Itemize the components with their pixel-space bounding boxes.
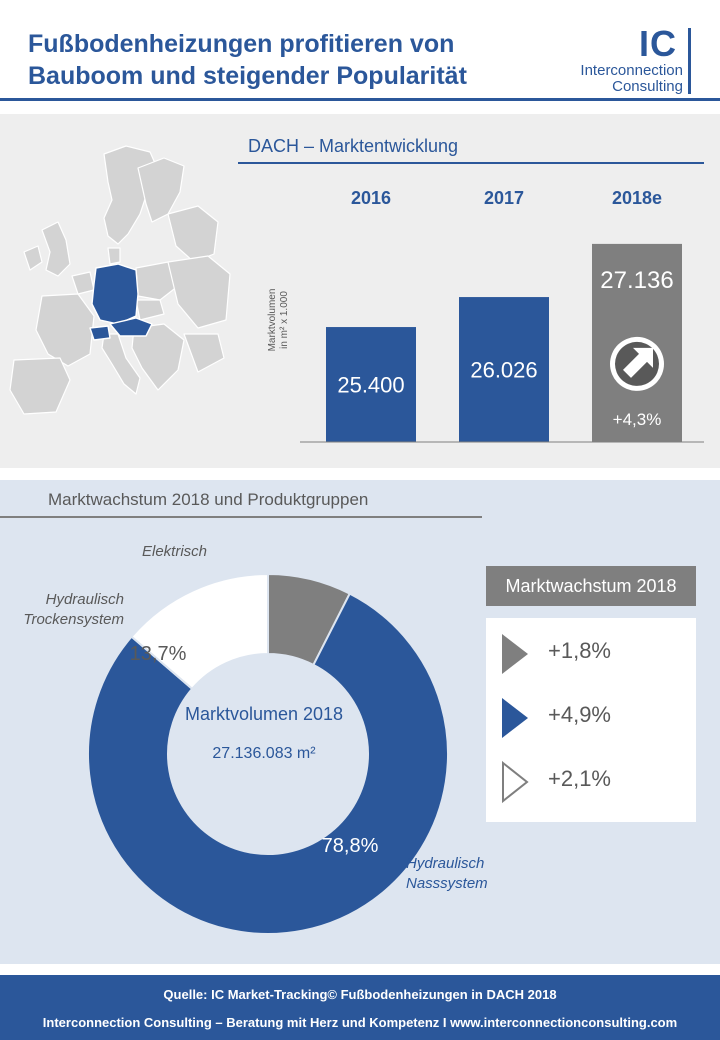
product-groups-section (0, 480, 720, 964)
bar-value-label: 27.136 (600, 266, 674, 294)
play-triangle-icon (500, 696, 530, 740)
footer-info: Interconnection Consulting – Beratung mit Herz und Kompetenz I www.interconnectionconsulting.com (42, 1015, 678, 1030)
title-line-1: Fußbodenheizungen profitieren von (28, 30, 455, 58)
bar-value-label: 26.026 (470, 357, 538, 383)
label-nasssystem (406, 854, 488, 894)
growth-item-trockensystem (486, 752, 696, 812)
logo-bar (688, 28, 691, 94)
label-trockensystem (14, 590, 124, 630)
logo-line-1: Interconnection (580, 62, 683, 79)
logo-line-2: Consulting (612, 78, 683, 95)
label-trocken-line-2: Trockensystem (23, 611, 124, 628)
arrow-circle-icon (610, 337, 664, 391)
donut-center-title: Marktvolumen 2018 (184, 704, 344, 724)
market-development-section (0, 114, 720, 468)
growth-list (486, 618, 696, 822)
donut-value-label: 78,8% (321, 835, 379, 857)
page-title (28, 28, 548, 92)
bar-ylabel-line-1: Marktvolumen (267, 288, 278, 352)
growth-item-nasssystem (486, 688, 696, 748)
growth-value: +4,9% (548, 702, 611, 727)
growth-title: Marktwachstum 2018 (486, 566, 696, 606)
market-bar-chart (0, 114, 720, 468)
play-triangle-outline-icon (500, 760, 530, 804)
growth-value: +1,8% (548, 638, 611, 663)
label-nass-line-2: Nasssystem (406, 875, 488, 892)
header (0, 0, 720, 104)
bar-category-label: 2017 (483, 188, 525, 208)
header-divider (0, 98, 720, 101)
label-trocken-line-1: Hydraulisch (45, 591, 124, 608)
market-chart-title: DACH – Marktentwicklung (248, 136, 459, 156)
bar-category-label: 2016 (350, 188, 392, 208)
donut-center-value: 27.136.083 m² (212, 745, 316, 762)
logo-short: IC (639, 23, 677, 64)
play-triangle-icon (500, 632, 530, 676)
label-elektrisch: Elektrisch (142, 543, 208, 560)
product-groups-title: Marktwachstum 2018 und Produktgruppen (48, 490, 369, 509)
bar-growth-label: +4,3% (612, 410, 662, 429)
bar-category-label: 2018e (611, 188, 663, 208)
bar-value-label: 25.400 (337, 372, 405, 398)
bar-ylabel-line-2: in m² x 1.000 (279, 291, 290, 349)
title-line-2: Bauboom und steigender Popularität (28, 62, 467, 90)
product-donut-chart (0, 480, 470, 964)
growth-value: +2,1% (548, 766, 611, 791)
donut-value-label: 13,7% (129, 643, 187, 665)
footer (0, 975, 720, 1040)
growth-item-elektrisch (486, 624, 696, 684)
ic-logo (555, 23, 705, 96)
label-nass-line-1: Hydraulisch (406, 855, 485, 872)
footer-source: Quelle: IC Market-Tracking© Fußbodenheizungen in DACH 2018 (163, 987, 557, 1002)
